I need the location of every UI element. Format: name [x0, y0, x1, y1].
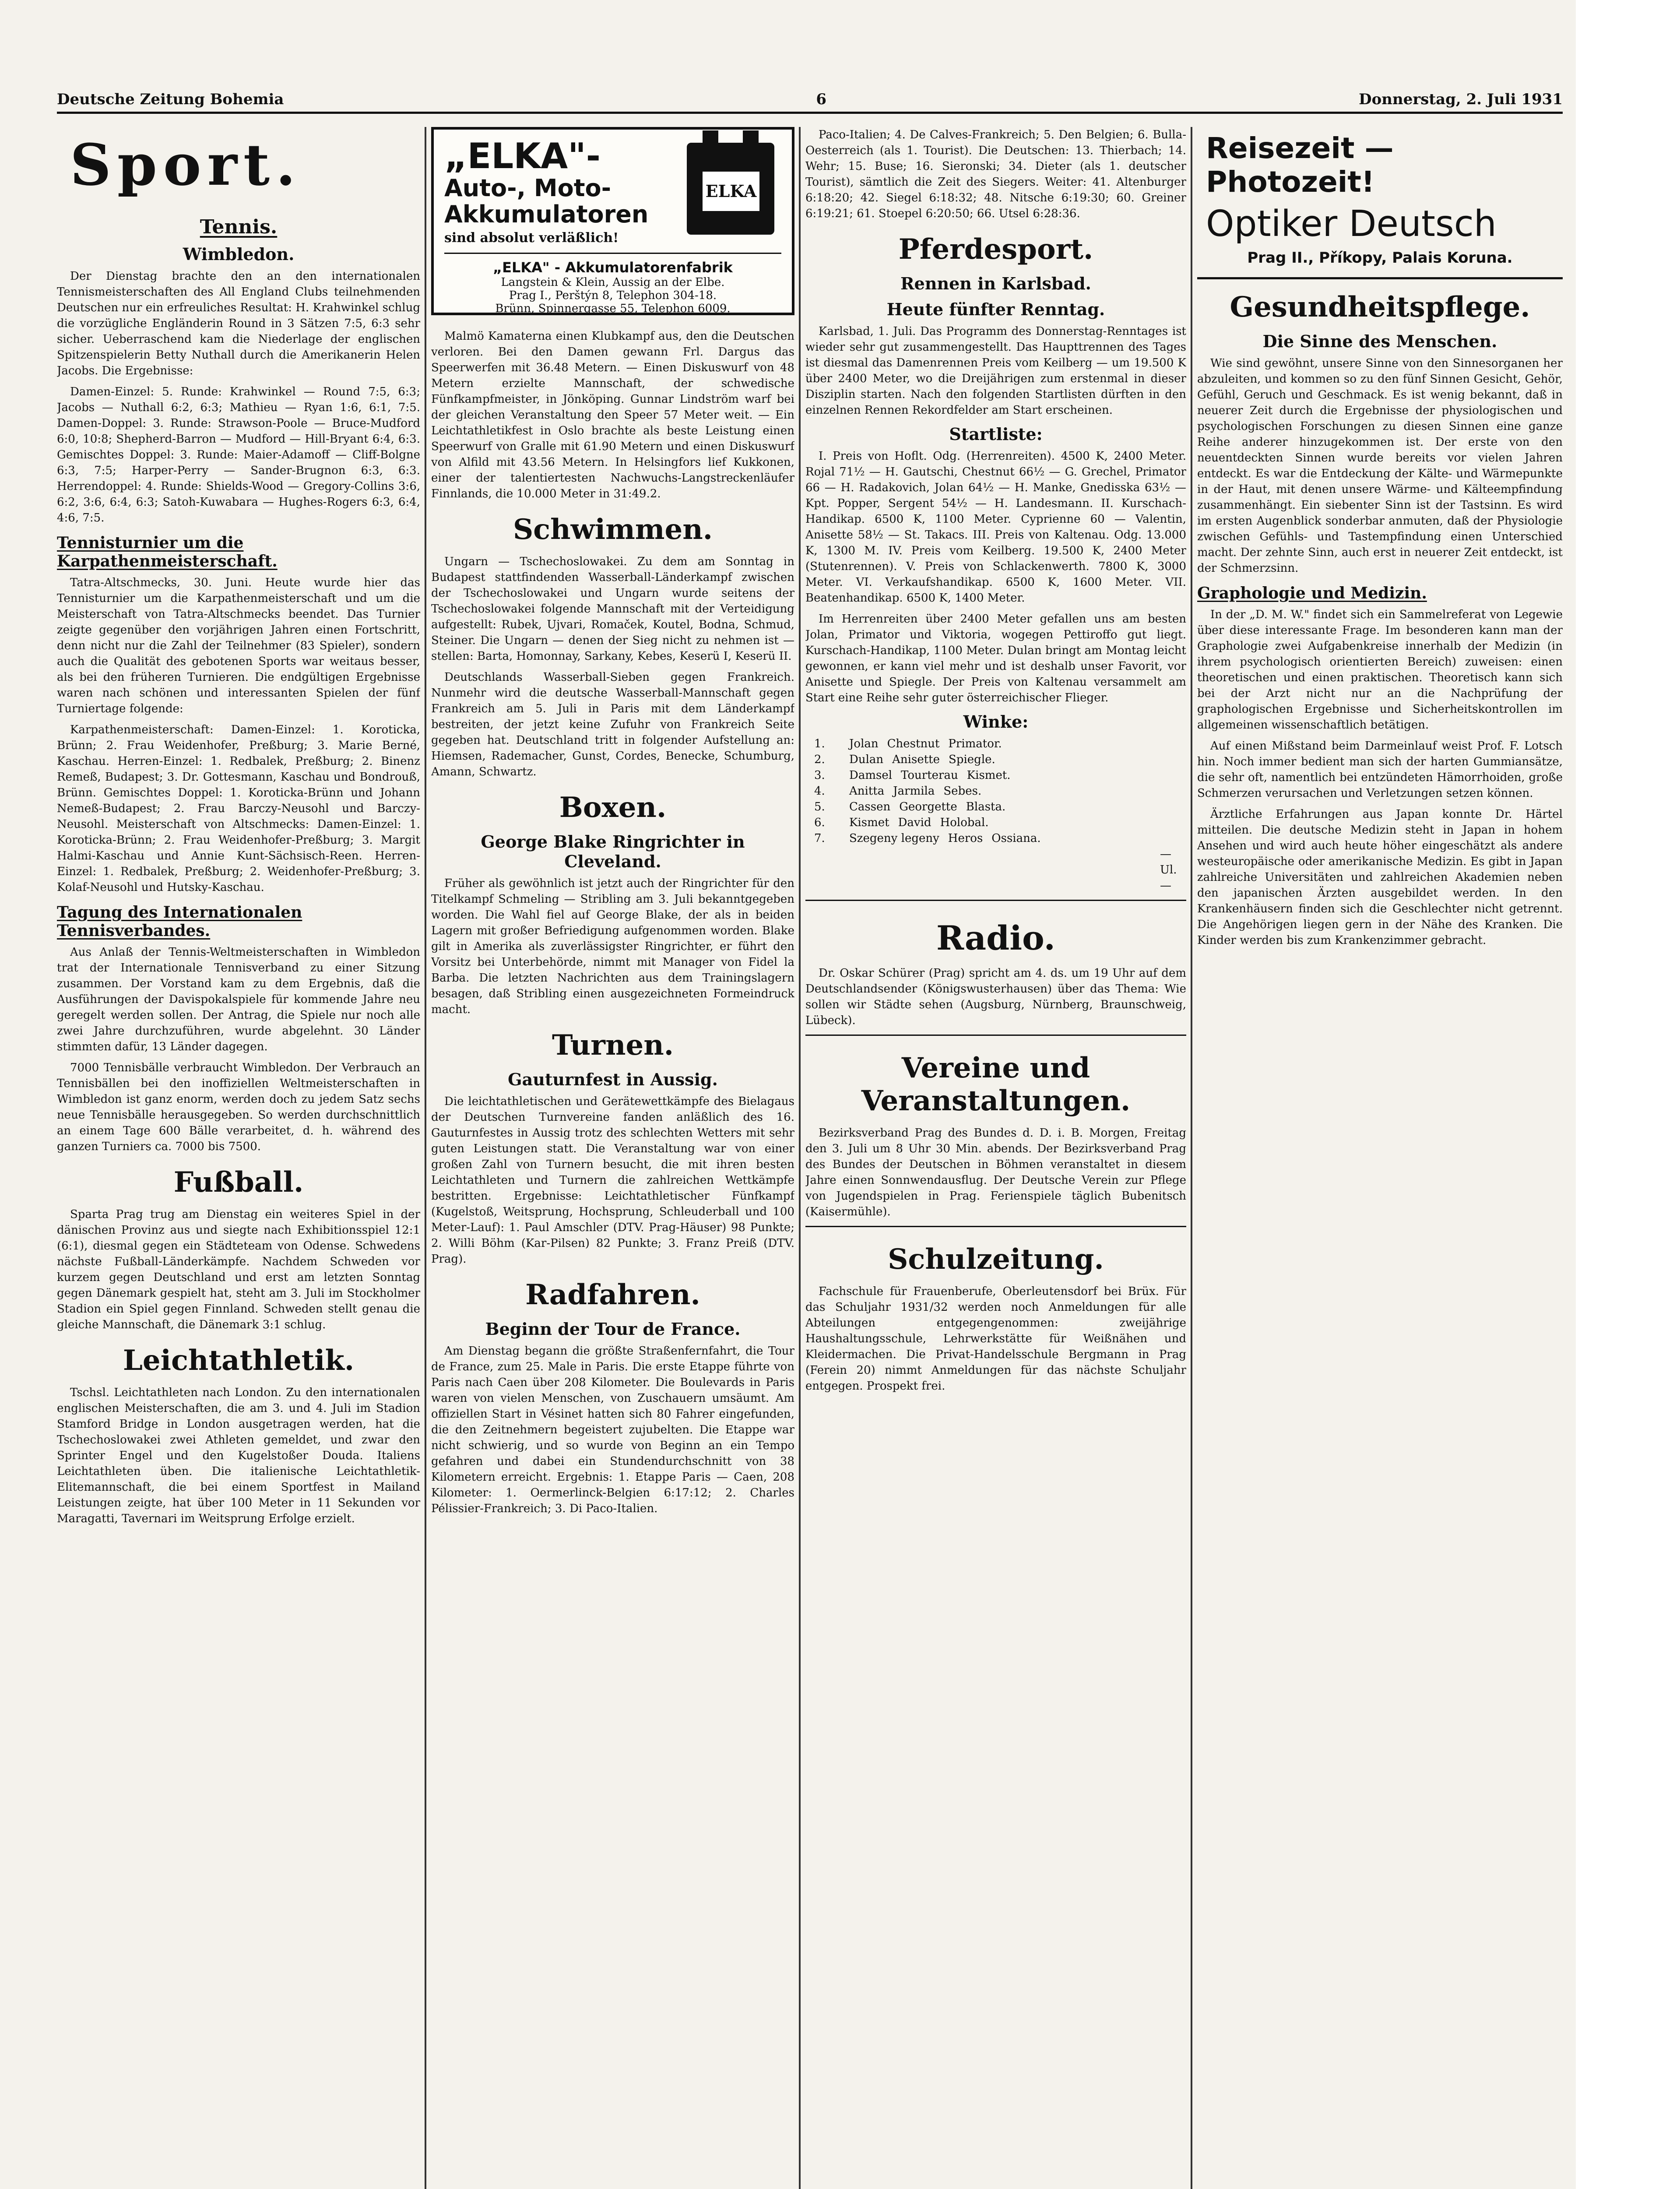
tennis-heading: Tennis. [200, 216, 278, 238]
sport-masthead: Sport. [70, 131, 302, 198]
japan-text: Ärztliche Erfahrungen aus Japan konnte Dr. Härtel mitteilen. Die deutsche Medizin steht in Japan in hohem Ansehen und wird auch heute höher eingeschätzt als andere westeuropäische oder amerikanische Medizin. Es gibt in Japan zahlreiche Universitäten und zahlreichen Akademien neben den japanischen Ärzten ausgebildet werden. In den Krankenhäusern finden sich die Geschlechter nicht getrennt. Die Angehörigen liegen gern in der Nähe des Kranken. Die Kinder werden bis zum Krankenzimmer gebracht. [1197, 808, 1563, 947]
column-2 [431, 127, 794, 2189]
karpathen-text: Tatra-Altschmecks, 30. Juni. Heute wurde hier das Tennisturnier um die Karpathenmeisterschaft und um die Meisterschaft von Tatra-Altschmecks beendet. Das Turnier zeigte gegenüber den vorjährigen Jahren einen Fortschritt, denn nicht nur die Zahl der Teilnehmer (83 Spieler), sondern auch die Qualität des gebotenen Sports war weitaus besser, als bei den früheren Turnieren. Die endgültigen Ergebnisse waren nach schönen und interessanten Spielen der fünf Turniertage folgende: [57, 576, 420, 715]
optiker-advertisement [1197, 127, 1563, 279]
elka-brand: „ELKA"- [444, 136, 601, 176]
radio-section [805, 900, 1186, 1028]
winke-signature: —Ul.— [1160, 848, 1177, 892]
wimbledon-text: Der Dienstag brachte den an den internationalen Tennismeisterschaften des All England Clubs teilnehmenden Deutschen nur ein erfreuliches Resultat: H. Krahwinkel schlug die vorzügliche Engländerin Round in 3 Sätzen 7:5, 6:3 sehr sicher. Ueberraschend kam die Niederlage der englischen Spitzenspielerin Betty Nuthall durch die Amerikanerin Helen Jacobs. Die Ergebnisse: [57, 270, 420, 377]
leichtathletik-text: Tschsl. Leichtathleten nach London. Zu den internationalen englischen Meisterschaften, die am 3. und 4. Juli im Stadion Stamford Bridge in London ausgetragen werden, hat die Tschechoslowakei zwei Athleten gemeldet, und zwar den Sprinter Engel und den Kugelstoßer Douda. Italiens Leichtathleten üben. Die italienische Leichtathletik-Elitemannschaft, die bei einem Sportfest in Mailand Leistungen zeigte, hat über 100 Meter in 11 Sekunden vor Maragatti, Tavernari im Weitsprung Erfolge erzielt. [57, 1386, 420, 1525]
tour-continued: Paco-Italien; 4. De Calves-Frankreich; 5. Den Belgien; 6. Bulla-Oesterreich (als 1. Tourist). Die Deutschen: 13. Thierbach; 14. Wehr; 15. Buse; 16. Sieronski; 34. Dieter (als 1. deutscher Tourist), sämtlich die Zeit des Siegers. Weiter: 41. Altenburger 6:18:20; 42. Siegel 6:18:32; 48. Nitsche 6:19:30; 60. Greiner 6:19:21; 61. Stoepel 6:20:50; 66. Utsel 6:28:36. [805, 128, 1186, 220]
karpathen-heading: Tennisturnier um die Karpathenmeisterschaft. [57, 534, 278, 570]
column-rule [1191, 127, 1192, 2189]
turnen-subheading: Gauturnfest in Aussig. [508, 1070, 718, 1089]
battery-label: ELKA [703, 172, 759, 211]
column-rule [799, 127, 801, 2189]
startliste-text: I. Preis von Hoflt. Odg. (Herrenreiten). 4500 K, 2400 Meter. Rojal 71½ — H. Gautschi, Chestnut 66½ — G. Grechel, Primator 66 — H. Radakovich, Jolan 64½ — H. Manke, Gnedisska 63½ — Kpt. Popper, Sergent 54½ — H. Landesmann. II. Kurschach-Handikap. 6500 K, 1100 Meter. Cyprienne 60 — Valentin, Anisette 58½ — St. Takacs. III. Preis von Kaltenau. Odg. 13.000 K, 1300 M. IV. Preis vom Keilberg. 19.500 K, 2400 Meter (Stutenrennen). V. Preis von Schlackenwerth. 7800 K, 3000 Meter. VI. Verkaufshandikap. 6500 K, 1600 Meter. VII. Beatenhandikap. 6500 K, 1400 Meter. [805, 450, 1186, 605]
optik-address: Prag II., Příkopy, Palais Koruna. [1247, 249, 1513, 267]
wimbledon-results: Damen-Einzel: 5. Runde: Krahwinkel — Round 7:5, 6:3; Jacobs — Nuthall 6:2, 6:3; Mathieu — Ryan 1:6, 6:1, 7:5. Damen-Doppel: 3. Runde: Strawson-Poole — Bruce-Mudford 6:0, 10:8; Shepherd-Barron — Mudford — Hill-Bryant 6:4, 6:3. Gemischtes Doppel: 3. Runde: Maier-Adamoff — Cliff-Bolgne 6:3, 7:5; Harper-Perry — Sander-Brugnon 6:3, 6:3. Herrendoppel: 4. Runde: Shields-Wood — Gregory-Collins 3:6, 6:2, 3:6, 6:4, 6:3; Satoh-Kuwabara — Hughes-Rogers 6:3, 6:4, 4:6, 7:5. [57, 385, 420, 524]
pferdesport-subheading: Rennen in Karlsbad. [900, 274, 1091, 293]
page-number: 6 [816, 91, 827, 108]
vereine-text: Bezirksverband Prag des Bundes d. D. i. B. Morgen, Freitag den 3. Juli um 8 Uhr 30 Min. abends. Der Bezirksverband Prag des Bundes der Deutschen in Böhmen veranstaltet in diesem Jahre einen Sonnwendausflug. Der Deutsche Verein zur Pflege von Jugendspielen in Prag. Ferienspiele täglich Bubenitsch (Kaisermühle). [805, 1126, 1186, 1218]
vereine-section [805, 1035, 1186, 1220]
elka-line2: Auto-, Moto- [444, 174, 612, 202]
herrenreiten-text: Im Herrenreiten über 2400 Meter gefallen uns am besten Jolan, Primator und Viktoria, wogegen Pettiroffo gut liegt. Kurschach-Handikap, 1100 Meter. Dulan bringt am Montag leicht gewonnen, er kann viel mehr und ist deshalb unser Favorit, vor Anisette und Spiegle. Der Preis von Kaltenau versammelt am Start eine Reihe sehr guter österreichischer Flieger. [805, 612, 1186, 704]
radfahren-subheading: Beginn der Tour de France. [485, 1319, 741, 1339]
wimbledon-heading: Wimbledon. [183, 244, 295, 264]
elka-factory: „ELKA" - Akkumulatorenfabrik [444, 253, 781, 276]
tagung-text: Aus Anlaß der Tennis-Weltmeisterschaften in Wimbledon trat der Internationale Tennisverband zu einer Sitzung zusammen. Der Vorstand kam zu dem Ergebnis, daß die Ausführungen der Davispokalspiele für kommende Jahre neu geregelt werden sollen. Der Antrag, die Spiele nur noch alle zwei Jahre durchzuführen, wurde abgelehnt. 30 Länder stimmten dafür, 13 Länder dagegen. [57, 946, 420, 1053]
graphologie-text: In der „D. M. W." findet sich ein Sammelreferat von Legewie über diese interessante Frage. Im besonderen kann man der Graphologie zwei Aufgabenkreise innerhalb der Medizin (in ihrem psychologisch orientierten Bereich) zuweisen: einen theoretischen und einen praktischen. Theoretisch kann sich bei der Arzt nicht nur an die Nachprüfung der graphologischen Ergebnisse und Sicherheitskontrollen im allgemeinen wissenschaftlich betätigen. [1197, 608, 1563, 732]
schule-text: Fachschule für Frauenberufe, Oberleutensdorf bei Brüx. Für das Schuljahr 1931/32 werden noch Anmeldungen für alle Abteilungen entgegengenommen: zweijährige Haushaltungsschule, Lehrwerkstätte für Weißnähen und Kleidermachen. Die Privat-Handelsschule Bergmann in Prag (Ferein 20) nimmt Anmeldungen für das nächste Schuljahr entgegen. Prospekt frei. [805, 1285, 1186, 1393]
radio-heading: Radio. [936, 919, 1055, 957]
elka-note: sind absolut verläßlich! [444, 230, 619, 246]
elka-address-bruenn: Brünn, Spinnergasse 55, Telephon 6009. [495, 302, 731, 315]
karpathen-results: Karpathenmeisterschaft: Damen-Einzel: 1. Koroticka, Brünn; 2. Frau Weidenhofer, Preßburg; 3. Marie Berné, Kaschau. Herren-Einzel: 1. Redbalek, Preßburg; 2. Binenz Remeß, Budapest; 3. Dr. Gottesmann, Kaschau und Bondrouß, Brünn. Gemischtes Doppel: 1. Koroticka-Brünn und Johann Nemeß-Budapest; 2. Frau Barczy-Neusohl und Barczy-Neusohl. Meisterschaft von Altschmecks: Damen-Einzel: 1. Koroticka-Brünn; 2. Frau Weidenhofer-Preßburg; 3. Margit Halmi-Kaschau und Annie Kunt-Sächsisch-Reen. Herren-Einzel: 1. Redbalek, Preßburg; 2. Weidenhofer-Preßburg; 3. Kolaf-Neusohl und Hutsky-Kaschau. [57, 723, 420, 894]
pferdesport-text: Karlsbad, 1. Juli. Das Programm des Donnerstag-Renntages ist wieder sehr gut zusammengestellt. Das Haupttrennen des Tages ist diesmal das Damenrennen Preis vom Keilberg — um 19.500 K über 2400 Meter, wo die Dreijährigen zum erstenmal in dieser Disziplin starten. Nach den folgenden Startlisten dürften in den einzelnen Rennen Rekordfelder am Start erscheinen. [805, 325, 1186, 417]
schwimmen-heading: Schwimmen. [513, 513, 713, 546]
newspaper-name: Deutsche Zeitung Bohemia [57, 91, 284, 108]
radio-text: Dr. Oskar Schürer (Prag) spricht am 4. ds. um 19 Uhr auf dem Deutschlandsender (Königswusterhausen) über das Thema: Wie sollen wir Städte sehen (Augsburg, Nürnberg, Braunschweig, Lübeck). [805, 967, 1186, 1027]
elka-line3: Akkumulatoren [444, 201, 649, 228]
optik-name: Optiker Deutsch [1206, 203, 1497, 245]
schule-heading: Schulzeitung. [888, 1243, 1104, 1276]
fussball-text: Sparta Prag trug am Dienstag ein weiteres Spiel in der dänischen Provinz aus und siegte nach Exhibitionsspiel 12:1 (6:1), diesmal gegen ein Städteteam von Odense. Schwedens nächste Fußball-Länderkämpfe. Nachdem Schweden vor kurzem gegen Deutschland und erst am letzten Sonntag gegen Dänemark gespielt hat, steht am 3. Juli im Stockholmer Stadion ein Spiel gegen Finnland. Schweden stellt genau die gleiche Mannschaft, die Dänemark 3:1 schlug. [57, 1208, 420, 1331]
sinne-heading: Die Sinne des Menschen. [1262, 331, 1497, 351]
list-item: 6. Kismet David Holobal. [814, 816, 989, 829]
darmeinlauf-text: Auf einen Mißstand beim Darmeinlauf weist Prof. F. Lotsch hin. Noch immer bedient man sich der harten Gummiansätze, die sehr oft, namentlich bei entzündeten Hämorrhoiden, große Schmerzen verursachen und Verletzungen setzen können. [1197, 739, 1563, 800]
optik-slogan: Reisezeit — Photozeit! [1206, 131, 1394, 199]
battery-icon [687, 143, 774, 235]
elka-company: Langstein & Klein, Aussig an der Elbe. [501, 276, 725, 289]
winke-heading: Winke: [963, 712, 1029, 732]
column-1 [57, 127, 420, 2189]
issue-date: Donnerstag, 2. Juli 1931 [1359, 91, 1563, 108]
list-item: 1. Jolan Chestnut Primator. [814, 737, 1002, 750]
schwimmen-text: Ungarn — Tschechoslowakei. Zu dem am Sonntag in Budapest stattfindenden Wasserball-Länderkampf zwischen der Tschechoslowakei und Ungarn wurde seitens der Tschechoslowakei folgende Mannschaft mit der Verteidigung aufgestellt: Rubek, Ujvari, Romaček, Koutel, Bodna, Schmud, Steiner. Die Ungarn — denen der Sieg nicht zu nehmen ist — stellen: Barta, Homonnay, Sarkany, Kebes, Keserü I, Keserü II. [431, 555, 794, 663]
list-item: 3. Damsel Tourterau Kismet. [814, 769, 1011, 782]
elka-advertisement [431, 127, 794, 315]
boxen-heading: Boxen. [559, 791, 667, 824]
renntag-heading: Heute fünfter Renntag. [886, 299, 1105, 319]
boxen-subheading: George Blake Ringrichter in Cleveland. [481, 832, 745, 871]
wasserball-text: Deutschlands Wasserball-Sieben gegen Frankreich. Nunmehr wird die deutsche Wasserball-Mannschaft gegen Frankreich am 5. Juli in Paris mit dem Länderkampf bestreiten, der jetzt keine Zufuhr von Frankreich Seite gegeben hat. Deutschland tritt in folgender Aufstellung an: Hiemsen, Rademacher, Gunst, Cordes, Benecke, Schumburg, Amann, Schwartz. [431, 671, 794, 778]
pferdesport-heading: Pferdesport. [898, 233, 1093, 266]
leichtathletik-continued: Malmö Kamaterna einen Klubkampf aus, den die Deutschen verloren. Bei den Damen gewann Frl. Dargus das Speerwerfen mit 36.48 Metern. — Einen Diskuswurf von 48 Metern erzielte Mannschaft, der schwedische Fünfkampfmeister, in Jönköping. Gunnar Lindström warf bei der gleichen Veranstaltung den Speer 57 Meter weit. — Ein Leichtathletikfest in Oslo brachte als beste Leistung einen Speerwurf von Gralle mit 61.90 Metern und einen Diskuswurf von Alfild mit 43.56 Metern. In Helsingfors lief Kukkonen, einer der talentiertesten Nachwuchs-Langstreckenläufer Finnlands, die 10.000 Meter in 31:49.2. [431, 330, 794, 500]
radfahren-text: Am Dienstag begann die größte Straßenfernfahrt, die Tour de France, zum 25. Male in Paris. Die erste Etappe führte von Paris nach Caen über 208 Kilometer. Die Boulevards in Paris waren von vielen Menschen, von Zuschauern umsäumt. Am offiziellen Start in Vésinet hatten sich 80 Fahrer eingefunden, die den Zeitnehmern begeistert zujubelten. Die Etappe war nicht schwierig, und so wurde von Beginn an ein Tempo gefahren und dabei ein Stundendurchschnitt von 38 Kilometern erreicht. Ergebnis: 1. Etappe Paris — Caen, 208 Kilometer: 1. Oermerlinck-Belgien 6:17:12; 2. Charles Pélissier-Frankreich; 3. Di Paco-Italien. [431, 1344, 794, 1515]
elka-address-prag: Prag I., Perštýn 8, Telephon 304-18. [509, 289, 717, 302]
winke-list [814, 736, 1186, 894]
tennisbaelle-text: 7000 Tennisbälle verbraucht Wimbledon. Der Verbrauch an Tennisbällen bei den inoffiziellen Weltmeisterschaften in Wimbledon ist ganz enorm, werden doch zu jedem Satz sechs neue Tennisbälle herausgegeben. So werden durchschnittlich an einem Tage 600 Bälle verarbeitet, d. h. während des ganzen Turniers ca. 7000 bis 7500. [57, 1061, 420, 1153]
turnen-heading: Turnen. [552, 1029, 674, 1062]
column-3 [805, 127, 1186, 2189]
boxen-text: Früher als gewöhnlich ist jetzt auch der Ringrichter für den Titelkampf Schmeling — Stribling am 3. Juli bekanntgegeben worden. Die Wahl fiel auf George Blake, der als in beiden Lagern mit großer Befriedigung aufgenommen worden. Blake gilt in Amerika als zuverlässigster Ringrichter, er führt den Vorsitz bei Unterbehörde, nimmt mit Manager von Fidel la Barba. Die letzten Nachrichten aus dem Trainingslagern besagen, daß Stribling einen ausgezeichneten Formeindruck macht. [431, 877, 794, 1016]
fussball-heading: Fußball. [173, 1166, 304, 1199]
tagung-heading: Tagung des Internationalen Tennisverbandes. [57, 903, 302, 940]
sinne-text: Wie sind gewöhnt, unsere Sinne von den Sinnesorganen her abzuleiten, und kommen so zu den fünf Sinnen Gesicht, Gehör, Gefühl, Geruch und Geschmack. Es ist wenig bekannt, daß in neuerer Zeit durch die Ergebnisse der physiologischen und psychologischen Forschungen zu diesen Sinnen eine ganze Reihe anderer hinzugekommen ist. Der erste von den neuentdeckten Sinnen wurde bereits vor vielen Jahren entdeckt. Es war die Entdeckung der Kälte- und Wärmepunkte in der Haut, mit denen unsere Wärme- und Kälteempfindung zusammenhängt. Ein siebenter Sinn ist der Tastsinn. Es wird im ersten Augenblick sonderbar anmuten, daß der Physiologie zwischen Gefühls- und Tastempfindung einen Unterschied macht. Der zehnte Sinn, auch erst in neuerer Zeit entdeckt, ist der Schmerzsinn. [1197, 357, 1563, 575]
list-item: 4. Anitta Jarmila Sebes. [814, 785, 982, 798]
leichtathletik-heading: Leichtathletik. [123, 1344, 355, 1377]
page-margin [1576, 0, 1680, 2189]
startliste-heading: Startliste: [949, 424, 1043, 444]
list-item: 7. Szegeny legeny Heros Ossiana. [814, 832, 1041, 845]
list-item: 2. Dulan Anisette Spiegle. [814, 753, 995, 766]
column-4 [1197, 127, 1563, 2189]
radfahren-heading: Radfahren. [525, 1278, 700, 1311]
turnen-text: Die leichtathletischen und Gerätewettkämpfe des Bielagaus der Deutschen Turnvereine fanden anläßlich des 16. Gauturnfestes in Aussig trotz des schlechten Wetters mit sehr guten Leistungen statt. Die Veranstaltung war von einer großen Zahl von Turnern besucht, die mit ihren besten Leichtathleten und Turnern die zahlreichen Wettkämpfe bestritten. Ergebnisse: Leichtathletischer Fünfkampf (Kugelstoß, Weitsprung, Hochsprung, Schleuderball und 100 Meter-Lauf): 1. Paul Amschler (DTV. Prag-Häuser) 98 Punkte; 2. Willi Böhm (Kar-Pilsen) 82 Punkte; 3. Franz Preiß (DTV. Prag). [431, 1095, 794, 1266]
graphologie-heading: Graphologie und Medizin. [1197, 584, 1427, 602]
list-item: 5. Cassen Georgette Blasta. [814, 800, 1006, 813]
vereine-heading: Vereine und Veranstaltungen. [861, 1052, 1131, 1117]
column-rule [425, 127, 426, 2189]
gesundheit-heading: Gesundheitspflege. [1230, 291, 1530, 324]
page-header [57, 88, 1563, 114]
schule-section [805, 1226, 1186, 1394]
